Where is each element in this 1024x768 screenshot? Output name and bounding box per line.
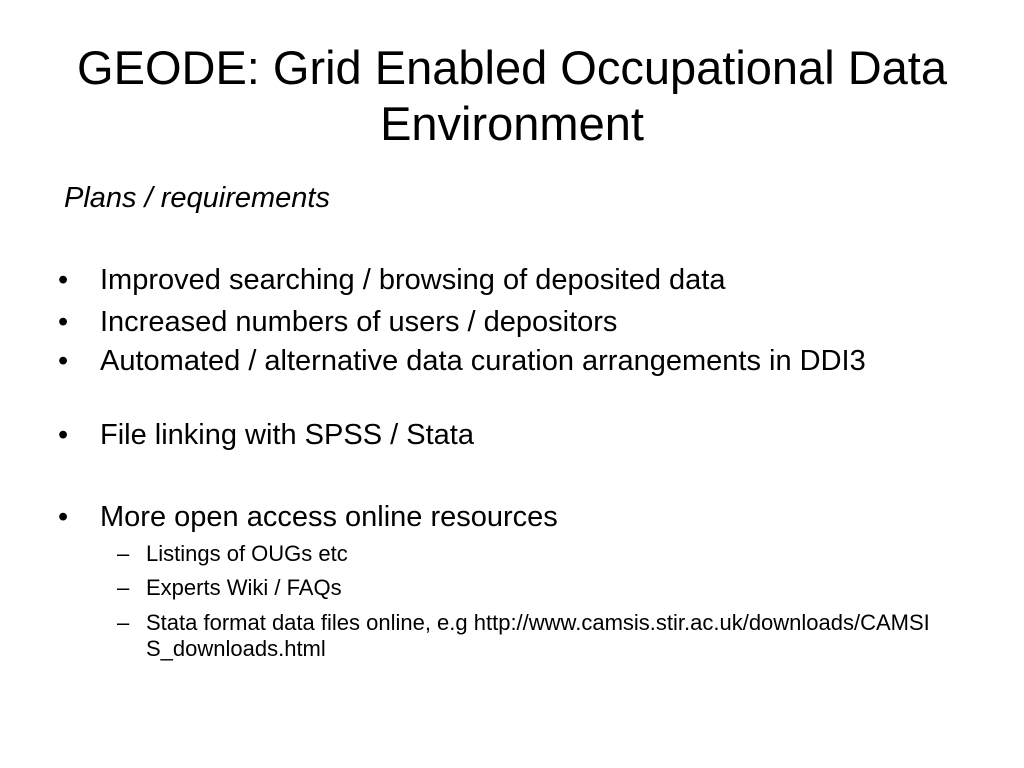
bullet-text: Improved searching / browsing of deposited data (100, 264, 726, 296)
bullet-item (58, 306, 938, 339)
slide-subtitle: Plans / requirements (64, 182, 330, 214)
bullet-item (58, 419, 938, 452)
sub-bullet-item (117, 610, 937, 662)
bullet-text: Automated / alternative data curation arrangements in DDI3 (100, 345, 866, 377)
sub-bullet-item (117, 541, 957, 567)
bullet-icon: • (58, 264, 69, 296)
bullet-icon: • (58, 345, 69, 377)
sub-bullet-text: Listings of OUGs etc (146, 541, 348, 566)
bullet-text: File linking with SPSS / Stata (100, 419, 474, 451)
dash-icon: – (117, 610, 130, 635)
dash-icon: – (117, 575, 130, 600)
bullet-item (58, 345, 938, 378)
bullet-icon: • (58, 419, 69, 451)
bullet-icon: • (58, 306, 69, 338)
bullet-text: Increased numbers of users / depositors (100, 306, 618, 338)
sub-bullet-text: Experts Wiki / FAQs (146, 575, 342, 600)
slide-title: GEODE: Grid Enabled Occupational Data Environment (77, 41, 947, 150)
dash-icon: – (117, 541, 130, 566)
bullet-item (58, 264, 938, 297)
bullet-item (58, 501, 938, 534)
bullet-text: More open access online resources (100, 501, 558, 533)
sub-bullet-text: Stata format data files online, e.g http://www.camsis.stir.ac.uk/downloads/CAMSIS_downloads.html (146, 610, 930, 661)
sub-bullet-item (117, 575, 957, 601)
bullet-icon: • (58, 501, 69, 533)
